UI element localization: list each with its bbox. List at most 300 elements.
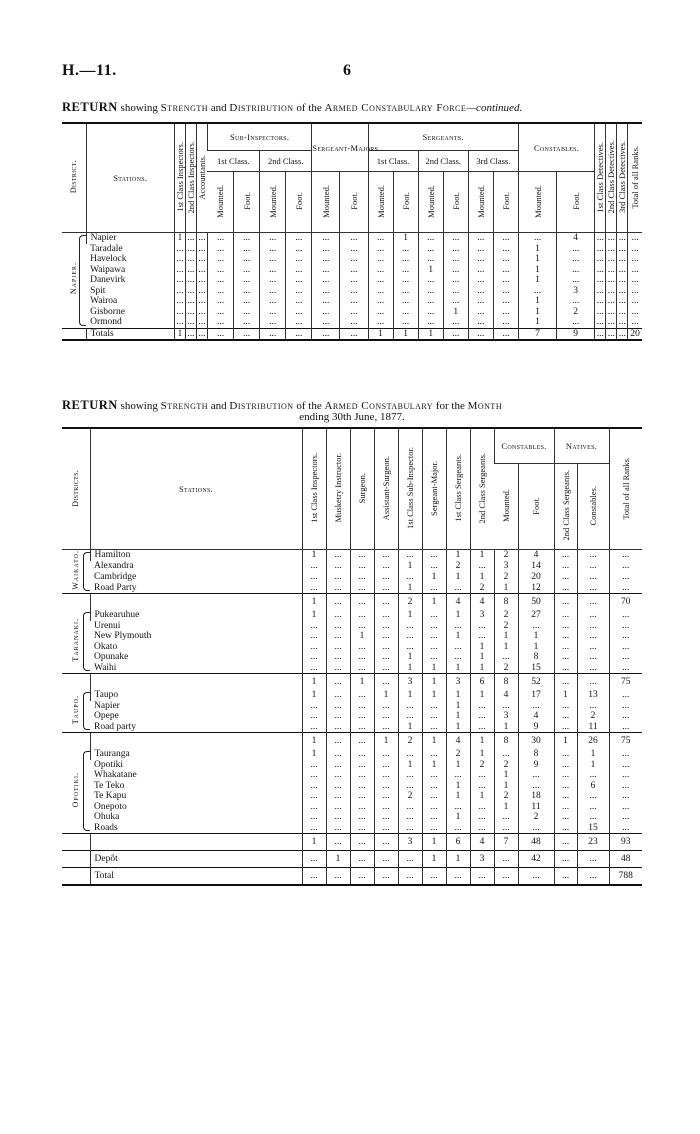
district-header: District. (62, 123, 86, 233)
table-cell: 1 (418, 265, 443, 276)
table-cell: 13 (577, 690, 609, 701)
spacer-cell (90, 834, 302, 851)
table-cell: ... (446, 802, 470, 813)
station-name: Roads (94, 822, 118, 833)
table-cell: 1 (446, 711, 470, 722)
table-cell: ... (187, 285, 195, 296)
table-row (62, 711, 642, 722)
table-cell: ... (326, 823, 350, 834)
table-cell: ... (398, 701, 422, 712)
header-2nd-class-inspectors: 2nd Class Inspectors. (185, 123, 196, 233)
table-cell: ... (393, 307, 418, 318)
table-cell: ... (493, 286, 518, 297)
table-cell: ... (374, 851, 398, 868)
table-cell: ... (374, 802, 398, 813)
spacer-cell (62, 594, 90, 611)
h-mounted: Mounted. (468, 172, 493, 233)
station-name: Opotiki (94, 759, 124, 770)
table-cell: ... (422, 781, 446, 792)
subtotal-cell: 26 (577, 733, 609, 750)
subtotal-cell: 4 (446, 733, 470, 750)
h-mounted: Mounted. (518, 172, 556, 233)
table-cell: ... (609, 690, 642, 701)
table-cell: ... (198, 296, 206, 306)
station-name: Road Party (94, 582, 137, 593)
table-cell: ... (350, 812, 374, 823)
table-cell: ... (422, 770, 446, 781)
table-cell: ... (554, 711, 577, 722)
sergeant-majors-header: Sergeant-Majors. (312, 123, 368, 172)
table-cell: ... (312, 233, 340, 244)
subtotal-row (62, 834, 642, 851)
table-cell: ... (493, 265, 518, 276)
table-cell: ... (418, 286, 443, 297)
table-cell: 2 (494, 572, 518, 583)
table-cell: ... (312, 296, 340, 307)
station-name: Road party (94, 721, 136, 732)
subtotal-cell: ... (554, 674, 577, 691)
table-cell: ... (494, 851, 518, 868)
table-cell: ... (260, 254, 286, 265)
table-cell: ... (176, 317, 184, 327)
station-name: Onepoto (94, 801, 127, 812)
table-cell: ... (609, 760, 642, 771)
table-cell: ... (326, 663, 350, 674)
table-cell: ... (350, 701, 374, 712)
table-cell: ... (187, 306, 195, 317)
table-cell: ... (302, 823, 326, 834)
table-cell: ... (596, 233, 604, 243)
table-cell: ... (368, 244, 393, 255)
table-row (62, 265, 642, 276)
table-cell: ... (176, 254, 184, 264)
table-cell: 15 (577, 823, 609, 834)
table-cell: ... (609, 642, 642, 653)
table-cell: ... (176, 306, 184, 317)
table-row (62, 631, 642, 642)
districts-header: Districts. (62, 428, 90, 550)
table-cell: ... (176, 285, 184, 296)
table-cell: ... (554, 631, 577, 642)
subtotal-cell: 1 (422, 834, 446, 851)
table-cell: ... (234, 244, 260, 255)
table-cell: 2 (494, 550, 518, 561)
subtotal-cell: 3 (398, 834, 422, 851)
table-cell: 2 (557, 307, 595, 318)
table-cell: ... (398, 749, 422, 760)
table-cell: 1 (446, 572, 470, 583)
table-cell: ... (494, 652, 518, 663)
table-cell: ... (326, 610, 350, 621)
subtotal-cell: 1 (422, 594, 446, 611)
spacer-cell (90, 733, 302, 750)
stations-header: Stations. (90, 428, 302, 550)
station-name: Danevirk (90, 275, 126, 285)
table-cell: ... (398, 851, 422, 868)
table-cell: 2 (494, 760, 518, 771)
table-cell: ... (577, 610, 609, 621)
table-cell: ... (326, 561, 350, 572)
table-cell: ... (609, 781, 642, 792)
table-cell: 3 (557, 286, 595, 297)
table-cell: 1 (470, 749, 494, 760)
table-cell: ... (398, 642, 422, 653)
table-cell: 1 (518, 642, 554, 653)
table-cell: ... (374, 582, 398, 593)
table-cell: 1 (398, 722, 422, 733)
subtotal-row (62, 674, 642, 691)
h-foot: Foot. (393, 172, 418, 233)
header-1st-class-detectives: 1st Class Detectives. (595, 123, 606, 233)
table-cell: ... (493, 296, 518, 307)
table-cell: ... (374, 631, 398, 642)
table-cell: ... (350, 621, 374, 632)
table-cell: ... (187, 243, 195, 254)
table-cell: ... (286, 286, 312, 297)
table-cell: 1 (398, 582, 422, 593)
table-cell: ... (398, 711, 422, 722)
table-cell: 4 (518, 711, 554, 722)
table-cell: ... (468, 286, 493, 297)
district-label: Taupo. (70, 694, 80, 725)
h-foot: Foot. (518, 464, 554, 550)
h-mounted: Mounted. (368, 172, 393, 233)
table-cell: ... (607, 306, 615, 317)
table-cell: ... (577, 642, 609, 653)
h-foot: Foot. (557, 172, 595, 233)
table-cell: ... (418, 317, 443, 328)
table-row (62, 621, 642, 632)
table-cell: 1 (470, 652, 494, 663)
table-cell: 1 (518, 254, 556, 265)
table-row (62, 550, 642, 561)
table1-title: RETURN showing Strength and Distribution of the Armed Constabulary Force—continued. (62, 100, 523, 114)
table-cell: ... (596, 285, 604, 296)
table-cell: ... (607, 254, 615, 264)
table-cell: 2 (577, 711, 609, 722)
table-cell: ... (518, 621, 554, 632)
table-cell: ... (398, 823, 422, 834)
total-cell: ... (260, 328, 286, 340)
station-name: Waipawa (90, 264, 126, 275)
table-cell: ... (422, 550, 446, 561)
table-cell: ... (374, 621, 398, 632)
spacer-cell (62, 328, 86, 340)
subtotal-cell: 8 (494, 733, 518, 750)
table-cell: 1 (446, 610, 470, 621)
total-cell: ... (207, 328, 233, 340)
table-cell: ... (422, 701, 446, 712)
subtotal-row (62, 594, 642, 611)
table-row (62, 642, 642, 653)
table-cell: 20 (518, 572, 554, 583)
constables-header: Constables. (518, 123, 594, 172)
table-cell: ... (443, 244, 468, 255)
table-cell: ... (607, 264, 615, 275)
table-cell: ... (340, 254, 368, 265)
totals-row (62, 328, 642, 340)
total-cell: ... (350, 868, 374, 886)
table-cell: 3 (494, 711, 518, 722)
subtotal-cell: 75 (609, 733, 642, 750)
total-cell: ... (468, 328, 493, 340)
station-name: Te Teko (94, 780, 125, 791)
table-cell: 2 (446, 561, 470, 572)
table-cell: 48 (609, 851, 642, 868)
table-cell: ... (577, 550, 609, 561)
table-cell: ... (609, 572, 642, 583)
station-name: New Plymouth (94, 631, 152, 642)
table-cell: 11 (518, 802, 554, 813)
table-cell: 1 (393, 233, 418, 244)
table-cell: ... (618, 275, 626, 285)
table-cell: ... (302, 711, 326, 722)
table-cell: 1 (326, 851, 350, 868)
station-name: Hamilton (90, 550, 302, 561)
table-cell: ... (340, 307, 368, 318)
table-cell: 8 (518, 652, 554, 663)
table-cell: ... (398, 550, 422, 561)
table-cell: ... (470, 561, 494, 572)
table-cell: ... (422, 631, 446, 642)
subtotal-cell: ... (577, 674, 609, 691)
table-cell: ... (468, 233, 493, 244)
district-cell (62, 233, 86, 329)
table-cell: ... (207, 307, 233, 318)
table-cell: ... (198, 285, 206, 296)
table-cell: ... (374, 663, 398, 674)
table-cell: ... (326, 690, 350, 701)
brace-bracket (83, 612, 90, 671)
table-cell: ... (326, 572, 350, 583)
table-cell: ... (577, 802, 609, 813)
constables-header: Constables. (494, 428, 554, 464)
table-cell: ... (350, 711, 374, 722)
table-cell: ... (618, 233, 626, 243)
table-cell: ... (557, 275, 595, 286)
subtotal-cell: 3 (446, 674, 470, 691)
table-cell: ... (609, 711, 642, 722)
table-cell: ... (368, 286, 393, 297)
table-cell: ... (302, 802, 326, 813)
table-cell: ... (393, 254, 418, 265)
brace-bracket (83, 552, 90, 591)
table-cell: 1 (494, 781, 518, 792)
table-cell: ... (176, 243, 184, 254)
subtotal-cell: 50 (518, 594, 554, 611)
table-cell: 1 (174, 233, 185, 244)
table-cell: ... (554, 781, 577, 792)
table-cell: ... (628, 317, 642, 328)
h-foot: Foot. (286, 172, 312, 233)
table-cell: ... (468, 254, 493, 265)
table-cell: ... (609, 652, 642, 663)
table-cell: ... (350, 550, 374, 561)
spacer-cell (62, 733, 90, 750)
table-cell: ... (374, 550, 398, 561)
table-cell: ... (350, 561, 374, 572)
table-cell: ... (609, 663, 642, 674)
table-cell: ... (446, 621, 470, 632)
district-cell (62, 610, 90, 674)
table-cell: ... (302, 851, 326, 868)
subtotal-cell: ... (326, 834, 350, 851)
table-cell: 1 (350, 631, 374, 642)
table-row (62, 233, 642, 244)
table-cell: 2 (518, 812, 554, 823)
subtotal-cell: 1 (302, 834, 326, 851)
subtotal-cell: 8 (494, 674, 518, 691)
table-cell: ... (470, 781, 494, 792)
table-cell: 1 (422, 690, 446, 701)
table-cell: ... (368, 233, 393, 244)
table-cell: ... (374, 760, 398, 771)
table-cell: ... (374, 749, 398, 760)
total-cell: ... (618, 328, 626, 339)
total-cell: ... (312, 328, 340, 340)
h-mounted: Mounted. (312, 172, 340, 233)
table-cell: 1 (398, 610, 422, 621)
station-name: Opunake (94, 652, 129, 663)
table-cell: 4 (557, 233, 595, 244)
table-cell: 1 (398, 690, 422, 701)
table-cell: ... (374, 791, 398, 802)
table-cell: ... (286, 233, 312, 244)
table-cell: ... (340, 244, 368, 255)
station-name: Tauranga (90, 749, 302, 760)
table-row (62, 802, 642, 813)
table-cell: ... (312, 275, 340, 286)
station-name: Opepe (94, 711, 119, 722)
table-row (62, 244, 642, 255)
table-cell: 1 (518, 307, 556, 318)
table-cell: ... (198, 254, 206, 264)
station-name: Okato (94, 641, 118, 652)
table-cell: 1 (443, 307, 468, 318)
total-cell: ... (494, 868, 518, 886)
table-cell: ... (518, 233, 556, 244)
table-cell: ... (554, 851, 577, 868)
sub-insp-2nd-class: 2nd Class. (260, 151, 312, 172)
total-cell: 9 (557, 328, 595, 340)
table-cell: 1 (470, 550, 494, 561)
table-row (62, 823, 642, 834)
table-cell: 9 (518, 722, 554, 733)
table-cell: ... (607, 233, 615, 243)
table-cell: ... (518, 770, 554, 781)
table-cell: ... (628, 233, 642, 244)
subtotal-cell: 4 (470, 594, 494, 611)
subtotal-cell: 1 (470, 733, 494, 750)
table-cell: 1 (446, 781, 470, 792)
table-cell: ... (393, 265, 418, 276)
header-2nd-class-sergeants: 2nd Class Sergeants. (470, 428, 494, 550)
table-cell: ... (422, 610, 446, 621)
table-cell: ... (302, 631, 326, 642)
table-cell: ... (554, 610, 577, 621)
table-cell: 1 (470, 663, 494, 674)
table-cell: ... (302, 621, 326, 632)
table-cell: ... (443, 317, 468, 328)
table-cell: ... (326, 791, 350, 802)
total-cell: 7 (518, 328, 556, 340)
table-cell: ... (554, 802, 577, 813)
table-cell: 1 (446, 550, 470, 561)
table-cell: ... (368, 317, 393, 328)
table-cell: ... (286, 317, 312, 328)
station-name: Napier (86, 233, 174, 244)
depot-row (62, 851, 642, 868)
table-cell: ... (422, 561, 446, 572)
document-reference: H.—11. (62, 62, 117, 79)
table-cell: ... (374, 781, 398, 792)
table-cell: ... (577, 652, 609, 663)
table-cell: ... (326, 652, 350, 663)
total-cell: ... (234, 328, 260, 340)
table-cell: ... (609, 791, 642, 802)
district-cell (62, 550, 90, 594)
table-cell: ... (422, 621, 446, 632)
table-cell: ... (350, 781, 374, 792)
table-cell: ... (312, 286, 340, 297)
header-musketry-instructor: Musketry Instructor. (326, 428, 350, 550)
stations-header: Stations. (86, 123, 174, 233)
table-cell: ... (494, 701, 518, 712)
header-accountants: Accountants. (196, 123, 207, 233)
table-cell: ... (326, 781, 350, 792)
table-cell: ... (198, 233, 206, 243)
table-cell: ... (312, 307, 340, 318)
table-cell: ... (470, 701, 494, 712)
station-name: Cambridge (94, 571, 137, 582)
table-cell: ... (446, 642, 470, 653)
header-sergeant-major: Sergeant-Major. (422, 428, 446, 550)
table-cell: ... (312, 244, 340, 255)
table-cell: ... (187, 275, 195, 285)
table-row (62, 307, 642, 318)
table-cell: 1 (494, 642, 518, 653)
table-cell: ... (596, 317, 604, 327)
table-cell: 1 (302, 610, 326, 621)
subtotal-cell: 1 (422, 733, 446, 750)
table-cell: 9 (518, 760, 554, 771)
table-cell: ... (398, 770, 422, 781)
table-cell: ... (234, 296, 260, 307)
station-name: Ormond (90, 317, 122, 327)
table-cell: 15 (518, 663, 554, 674)
table-cell: 1 (518, 296, 556, 307)
table-cell: ... (470, 722, 494, 733)
table-cell: ... (493, 317, 518, 328)
table-cell: ... (260, 275, 286, 286)
table-cell: ... (468, 265, 493, 276)
table-cell: ... (554, 642, 577, 653)
table-cell: ... (286, 254, 312, 265)
total-label: Total (90, 868, 302, 886)
table-cell: ... (326, 749, 350, 760)
table-cell: ... (557, 254, 595, 265)
table-cell: ... (422, 652, 446, 663)
table-cell: 4 (494, 690, 518, 701)
table-cell: ... (340, 233, 368, 244)
table-cell: 1 (518, 265, 556, 276)
total-cell: 1 (418, 328, 443, 340)
table-cell: ... (468, 307, 493, 318)
total-cell: ... (493, 328, 518, 340)
table-cell: ... (302, 642, 326, 653)
table-cell: 1 (446, 722, 470, 733)
total-cell: ... (470, 868, 494, 886)
